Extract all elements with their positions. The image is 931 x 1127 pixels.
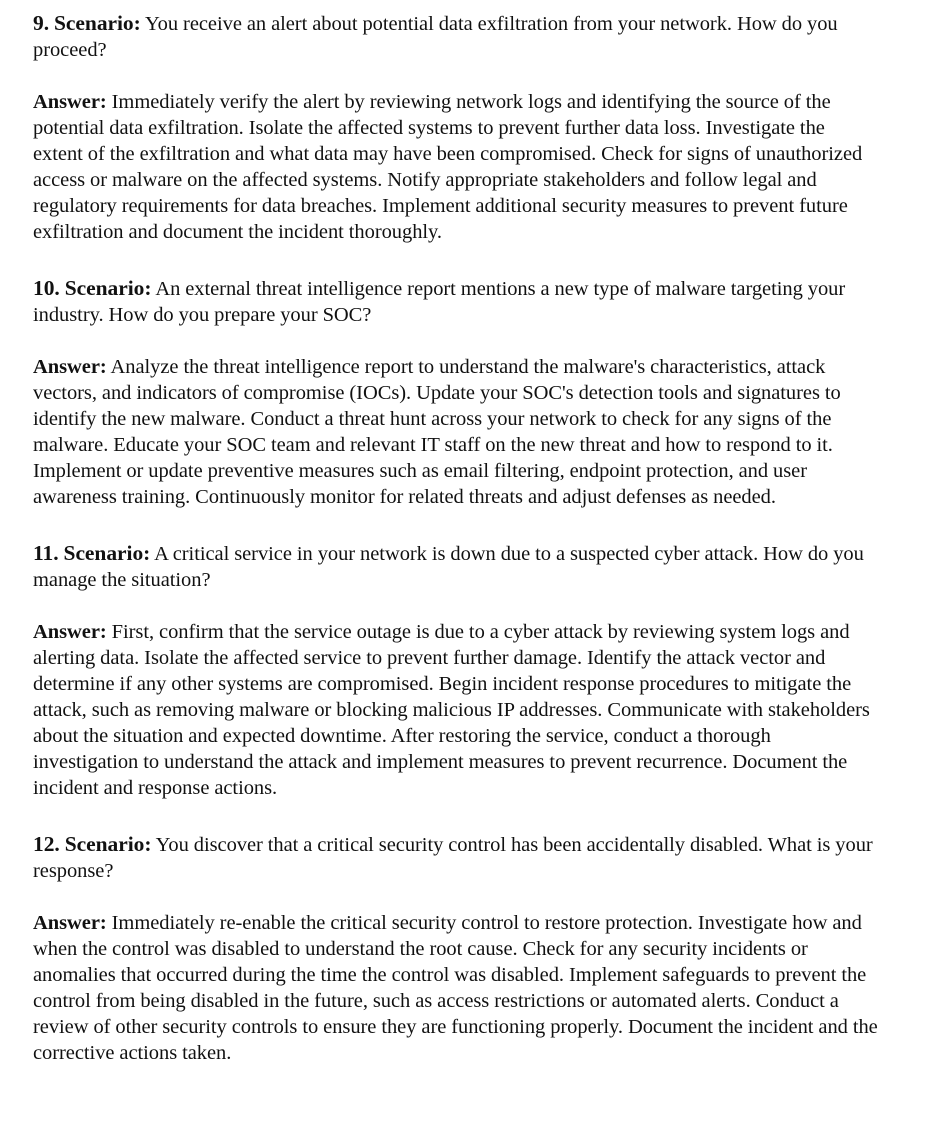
scenario-number: 12. — [33, 832, 60, 856]
scenario-answer — [33, 354, 878, 510]
answer-label: Answer: — [33, 91, 107, 113]
scenario-label: Scenario: — [63, 541, 151, 565]
scenario-question-text: You discover that a critical security control has been accidentally disabled. What is your response? — [33, 834, 873, 882]
scenario-question-text: A critical service in your network is down due to a suspected cyber attack. How do you manage the situation? — [33, 543, 864, 591]
scenario-question-text: You receive an alert about potential data exfiltration from your network. How do you proceed? — [33, 13, 838, 61]
scenario-question — [33, 275, 878, 328]
answer-text: Analyze the threat intelligence report to understand the malware's characteristics, attack vectors, and indicators of compromise (IOCs). Update your SOC's detection tools and signatures to identify the new malware. Conduct a threat hunt across your network to check for any signs of the malware. Educate your SOC team and relevant IT staff on the new threat and how to respond to it. Implement or update preventive measures such as email filtering, endpoint protection, and user awareness training. Continuously monitor for related threats and adjust defenses as needed. — [33, 356, 841, 508]
answer-text: First, confirm that the service outage is due to a cyber attack by reviewing system logs and alerting data. Isolate the affected service to prevent further damage. Identify the attack vector and determine if any other systems are compromised. Begin incident response procedures to mitigate the attack, such as removing malware or blocking malicious IP addresses. Communicate with stakeholders about the situation and expected downtime. After restoring the service, conduct a thorough investigation to understand the attack and implement measures to prevent recurrence. Document the incident and response actions. — [33, 621, 870, 799]
scenario-answer — [33, 89, 878, 245]
qa-block — [33, 540, 878, 801]
answer-text: Immediately re-enable the critical security control to restore protection. Investigate how and when the control was disabled to understand the root cause. Check for any security incidents or anomalies that occurred during the time the control was disabled. Implement safeguards to prevent the control from being disabled in the future, such as access restrictions or automated alerts. Conduct a review of other security controls to ensure they are functioning properly. Document the incident and the corrective actions taken. — [33, 912, 878, 1064]
scenario-answer — [33, 910, 878, 1066]
scenario-number: 11. — [33, 541, 59, 565]
scenario-question — [33, 10, 878, 63]
scenario-question — [33, 831, 878, 884]
qa-block — [33, 275, 878, 510]
scenario-question — [33, 540, 878, 593]
answer-label: Answer: — [33, 621, 107, 643]
scenario-question-text: An external threat intelligence report mentions a new type of malware targeting your industry. How do you prepare your SOC? — [33, 278, 846, 326]
scenario-label: Scenario: — [64, 276, 152, 300]
qa-block — [33, 10, 878, 245]
scenario-number: 10. — [33, 276, 60, 300]
answer-label: Answer: — [33, 912, 107, 934]
answer-label: Answer: — [33, 356, 107, 378]
scenario-answer — [33, 619, 878, 801]
qa-block — [33, 831, 878, 1066]
scenario-label: Scenario: — [64, 832, 152, 856]
scenario-number: 9. — [33, 11, 50, 35]
answer-text: Immediately verify the alert by reviewing network logs and identifying the source of the potential data exfiltration. Isolate the affected systems to prevent further data loss. Investigate the extent of the exfiltration and what data may have been compromised. Check for signs of unauthorized access or malware on the affected systems. Notify appropriate stakeholders and follow legal and regulatory requirements for data breaches. Implement additional security measures to prevent future exfiltration and document the incident thoroughly. — [33, 91, 863, 243]
scenario-label: Scenario: — [54, 11, 141, 35]
